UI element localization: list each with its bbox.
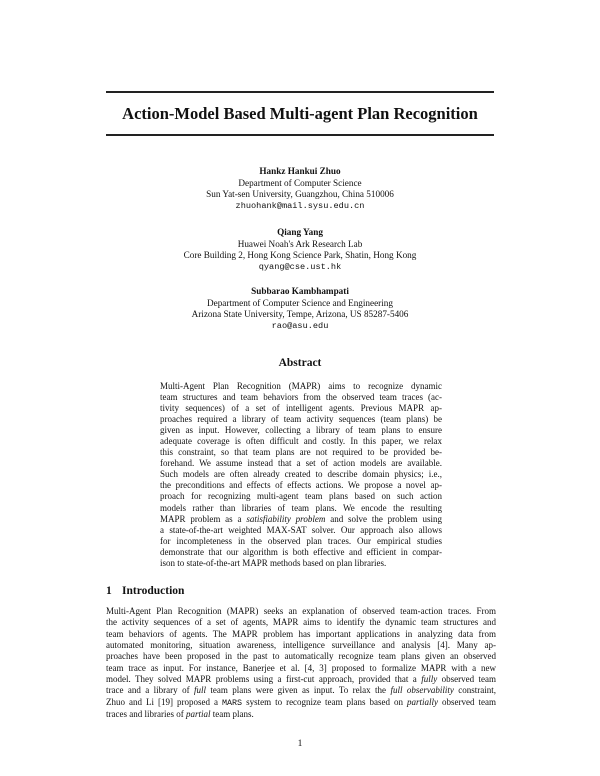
emphasized-text: full observability [390, 685, 454, 696]
text-segment: MAPR problem as a [160, 513, 247, 524]
text-segment: observed team [438, 696, 496, 707]
author-affiliation: Huawei Noah's Ark Research Lab [237, 238, 363, 249]
emphasized-text: satisfiability problem [246, 513, 326, 524]
section-number: 1 [106, 585, 112, 597]
emphasized-text: MARS [221, 697, 243, 708]
paper-title: Action-Model Based Multi-agent Plan Recognition [122, 104, 478, 123]
text-line: forehand. We assume instead that a set of action models are available. [160, 458, 442, 469]
text-segment: constraint, [453, 685, 497, 696]
emphasized-text: fully [421, 674, 438, 685]
author-name: Subbarao Kambhampati [251, 286, 349, 296]
author-name: Hankz Hankui Zhuo [259, 166, 341, 176]
text-line: tivity sequences) of a set of intelligent agents. Previous MAPR ap- [160, 403, 442, 414]
emphasized-text: full [193, 685, 206, 696]
author-address: Arizona State University, Tempe, Arizona, US 85287-5406 [191, 309, 409, 320]
text-line: Multi-Agent Plan Recognition (MAPR) aims to recognize dynamic [160, 381, 442, 391]
page-number: 1 [297, 739, 303, 749]
text-line: given as input. However, collecting a library of team plans to ensure [160, 425, 442, 436]
author-address: Sun Yat-sen University, Guangzhou, China 510006 [206, 189, 394, 200]
text-line [106, 709, 496, 720]
text-line: the activity sequences of a set of agents, MAPR aims to identify the dynamic team structures and [106, 617, 496, 628]
text-line: automated monitoring, situation awareness, intelligence surveillance and analysis [4]. Many ap- [106, 640, 496, 651]
emphasized-text: partial [185, 709, 211, 720]
author-block-3 [90, 286, 510, 332]
intro-paragraph [106, 606, 496, 720]
text-segment: observed team [437, 674, 497, 685]
abstract-body [160, 381, 442, 569]
text-line: models rather than libraries of team plans. We encode the resulting [160, 502, 442, 513]
text-segment: trace and a library of [106, 685, 194, 696]
text-line [106, 674, 496, 685]
text-segment: system to recognize team plans based on [242, 696, 408, 707]
text-line [106, 685, 496, 696]
text-line: proaches have been proposed in the past to automatically recognize team plans given an observed [106, 651, 496, 662]
author-email: zhuohank@mail.sysu.edu.cn [235, 200, 365, 211]
text-line: demonstrate that our algorithm is both effective and efficient in compar- [160, 546, 442, 557]
text-line: team structures and team behaviors from the observed team traces (ac- [160, 392, 442, 403]
author-block-1 [90, 166, 510, 212]
text-segment: team plans. [210, 709, 254, 720]
author-email: qyang@cse.ust.hk [258, 261, 342, 272]
abstract-heading: Abstract [278, 357, 322, 369]
author-block-2 [90, 227, 510, 273]
author-name: Qiang Yang [277, 227, 323, 237]
section-title: Introduction [122, 585, 185, 597]
text-line: team trace as input. For instance, Banerjee et al. [4, 3] proposed to formalize MAPR with a new [106, 662, 496, 673]
text-line: proach for recognizing multi-agent team plans based on such action [160, 491, 442, 502]
emphasized-text: partially [407, 696, 439, 707]
text-line: a state-of-the-art weighted MAX-SAT solver. Our approach also allows [160, 524, 442, 535]
text-segment: and solve the problem using [325, 513, 443, 524]
title-rule-bottom [106, 134, 494, 136]
author-email: rao@asu.edu [271, 320, 329, 331]
text-line [106, 697, 496, 709]
text-line [160, 514, 442, 525]
title-rule-top [106, 91, 494, 93]
text-line: this constraint, so that team plans are not required to be provided be- [160, 447, 442, 458]
text-segment: team plans were given as input. To relax the [206, 685, 391, 696]
text-line: proaches required a library of team activity sequences (team plans) be [160, 414, 442, 425]
text-line: Such models are often already created to describe domain physics; i.e., [160, 469, 442, 480]
author-address: Core Building 2, Hong Kong Science Park, Shatin, Hong Kong [183, 250, 417, 261]
text-segment: traces and libraries of [106, 709, 186, 720]
text-line: the preconditions and effects of effects actions. We propose a novel ap- [160, 480, 442, 491]
text-line: Multi-Agent Plan Recognition (MAPR) seeks an explanation of observed team-action traces. From [106, 606, 496, 616]
author-affiliation: Department of Computer Science [238, 177, 362, 188]
author-affiliation: Department of Computer Science and Engineering [207, 297, 393, 308]
section-heading [106, 585, 184, 597]
text-line: team behaviors of agents. The MAPR problem has important applications in analyzing data from [106, 628, 496, 639]
text-line: adequate coverage is often difficult and costly. In this paper, we relax [160, 436, 442, 447]
text-line: for incompleteness in the observed plan traces. Our empirical studies [160, 535, 442, 546]
text-line: ison to state-of-the-art MAPR methods based on plan libraries. [160, 557, 387, 568]
text-segment: model. They solved MAPR problems using a first-cut approach, provided that a [106, 674, 422, 685]
text-segment: Zhuo and Li [19] proposed a [106, 696, 222, 707]
